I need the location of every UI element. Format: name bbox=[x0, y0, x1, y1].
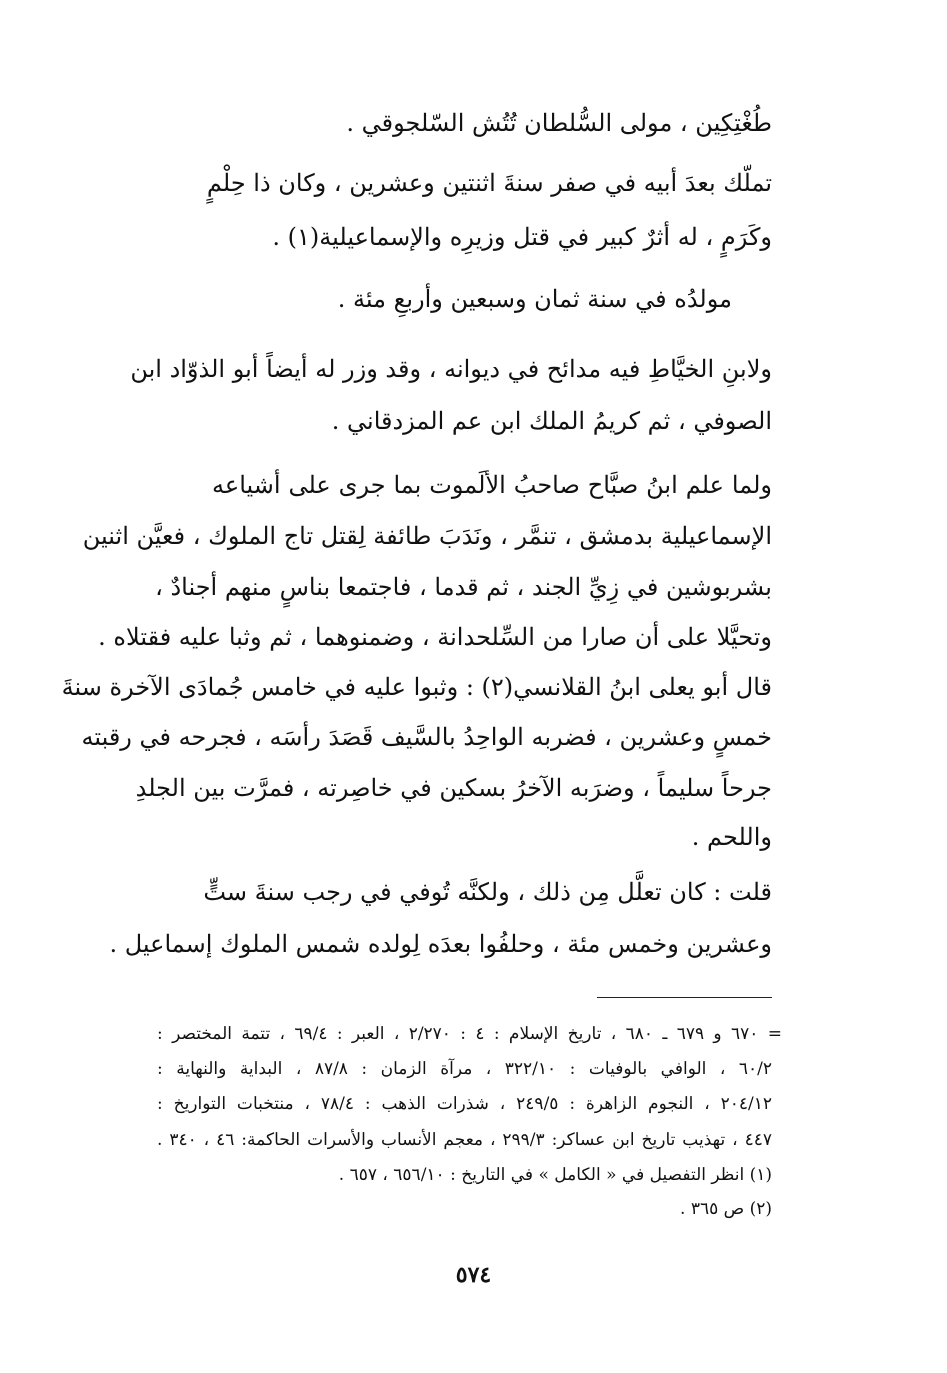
footnote-line: ٢٠٤/١٢ ، النجوم الزاهرة : ٢٤٩/٥ ، شذرات الذهب : ٧٨/٤ ، منتخبات التواريخ : bbox=[157, 1094, 773, 1114]
text-line: ولابنِ الخيَّاطِ فيه مدائح في ديوانه ، وقد وزر له أيضاً أبو الذوّاد ابن bbox=[130, 355, 772, 383]
footnote-line: = ٦٧٠ و ٦٧٩ ـ ٦٨٠ ، تاريخ الإسلام : ٤ : ٢/٢٧٠ ، العبر : ٦٩/٤ ، تتمة المختصر : bbox=[157, 1024, 782, 1044]
footnote-line: (١) انظر التفصيل في « الكامل » في التاريخ : ٦٥٦/١٠ ، ٦٥٧ . bbox=[338, 1165, 772, 1185]
text-line: قال أبو يعلى ابنُ القلانسي(٢) : وثبوا عليه في خامس جُمادَى الآخرة سنةَ bbox=[61, 673, 772, 701]
text-line: طُغْتِكِين ، مولى السُّلطان تُتُش السّلجوقي . bbox=[346, 109, 772, 137]
text-line: الصوفي ، ثم كريمُ الملك ابن عم المزدقاني . bbox=[331, 407, 772, 435]
footnote-line: (٢) ص ٣٦٥ . bbox=[680, 1199, 772, 1219]
text-line: الإسماعيلية بدمشق ، تنمَّر ، ونَدَبَ طائفة لِقتل تاج الملوك ، فعيَّن اثنين bbox=[82, 522, 772, 550]
text-line: جرحاً سليماً ، وضرَبه الآخرُ بسكين في خاصِرته ، فمرَّت بين الجلدِ bbox=[135, 774, 772, 802]
page-number: ٥٧٤ bbox=[455, 1262, 492, 1288]
text-line: تملّك بعدَ أبيه في صفر سنةَ اثنتين وعشرين ، وكان ذا حِلْمٍ bbox=[206, 169, 772, 197]
text-line: وكَرَمٍ ، له أثرٌ كبير في قتل وزيرِه والإسماعيلية(١) . bbox=[272, 223, 772, 251]
footnote-line: ٦٠/٢ ، الوافي بالوفيات : ٣٢٢/١٠ ، مرآة الزمان : ٨٧/٨ ، البداية والنهاية : bbox=[157, 1059, 772, 1079]
text-line: ولما علم ابنُ صبَّاح صاحبُ الألَموت بما جرى على أشياعه bbox=[212, 471, 772, 499]
text-line: مولدُه في سنة ثمان وسبعين وأربعِ مئة . bbox=[337, 285, 732, 313]
footnote-divider bbox=[597, 997, 772, 998]
text-line: خمسٍ وعشرين ، فضربه الواحِدُ بالسَّيف قَصَدَ رأسَه ، فجرحه في رقبته bbox=[81, 723, 772, 751]
text-line: وعشرين وخمس مئة ، وحلفُوا بعدَه لِولده شمس الملوك إسماعيل . bbox=[109, 930, 772, 958]
text-line: وتحيَّلا على أن صارا من السِّلحدانة ، وضمنوهما ، ثم وثبا عليه فقتلاه . bbox=[98, 623, 772, 651]
footnote-line: ٤٤٧ ، تهذيب تاريخ ابن عساكر: ٢٩٩/٣ ، معجم الأنساب والأسرات الحاكمة: ٤٦ ، ٣٤٠ . bbox=[157, 1130, 772, 1150]
text-line: قلت : كان تعلَّل مِن ذلك ، ولكنَّه تُوفي في رجب سنةَ ستٍّ bbox=[203, 878, 772, 906]
text-line: بشربوشين في زِيِّ الجند ، ثم قدما ، فاجتمعا بناسٍ منهم أجنادٌ ، bbox=[155, 573, 772, 601]
text-line: واللحم . bbox=[691, 823, 772, 851]
